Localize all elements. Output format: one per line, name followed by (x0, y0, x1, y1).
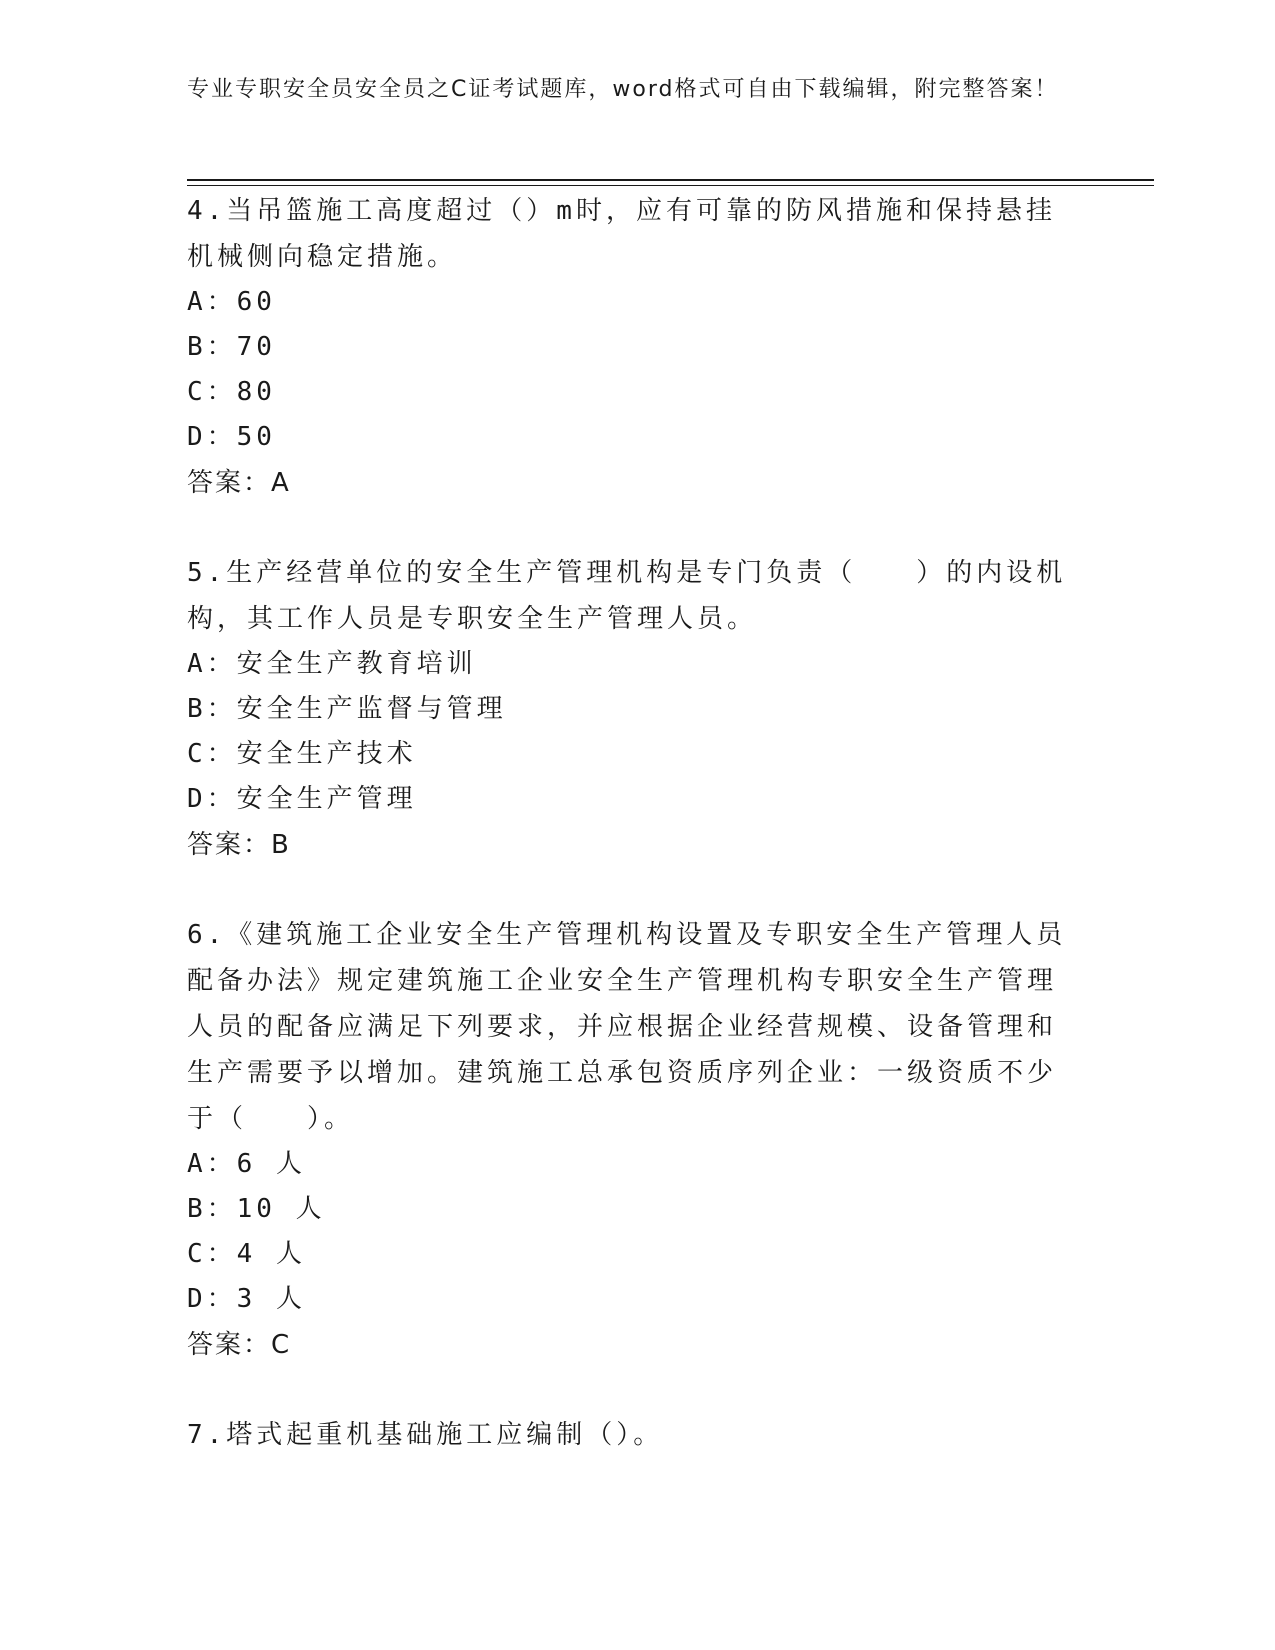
question-text: 7.塔式起重机基础施工应编制（）。 (187, 1420, 664, 1450)
document-header: 专业专职安全员安全员之C证考试题库，word格式可自由下载编辑，附完整答案！ (187, 77, 1059, 102)
option-a: A：安全生产教育培训 (187, 649, 477, 679)
option-c: C：4 人 (187, 1239, 306, 1269)
question-7 (187, 1412, 1087, 1458)
question-text: 4.当吊篮施工高度超过（）m时，应有可靠的防风措施和保持悬挂机械侧向稳定措施。 (187, 196, 1056, 272)
question-6 (187, 912, 1087, 1368)
question-text: 5.生产经营单位的安全生产管理机构是专门负责（ ）的内设机构，其工作人员是专职安全生产管理人员。 (187, 558, 1067, 634)
option-b: B：10 人 (187, 1194, 326, 1224)
option-b: B：70 (187, 332, 276, 362)
header-rule-thin (187, 185, 1154, 186)
question-5 (187, 550, 1087, 868)
answer: 答案：A (187, 468, 291, 498)
option-c: C：安全生产技术 (187, 739, 417, 769)
answer: 答案：B (187, 830, 291, 860)
question-text: 6.《建筑施工企业安全生产管理机构设置及专职安全生产管理人员配备办法》规定建筑施工企业安全生产管理机构专职安全生产管理人员的配备应满足下列要求，并应根据企业经营规模、设备管理和生产需要予以增加。建筑施工总承包资质序列企业：一级资质不少于（ ）。 (187, 920, 1067, 1134)
question-list (187, 188, 1087, 1458)
option-a: A：60 (187, 287, 276, 317)
option-a: A：6 人 (187, 1149, 306, 1179)
option-d: D：3 人 (187, 1284, 306, 1314)
option-d: D：50 (187, 422, 276, 452)
answer: 答案：C (187, 1330, 292, 1360)
option-d: D：安全生产管理 (187, 784, 417, 814)
header-rule-thick (187, 179, 1154, 181)
option-c: C：80 (187, 377, 276, 407)
question-4 (187, 188, 1087, 506)
option-b: B：安全生产监督与管理 (187, 694, 507, 724)
